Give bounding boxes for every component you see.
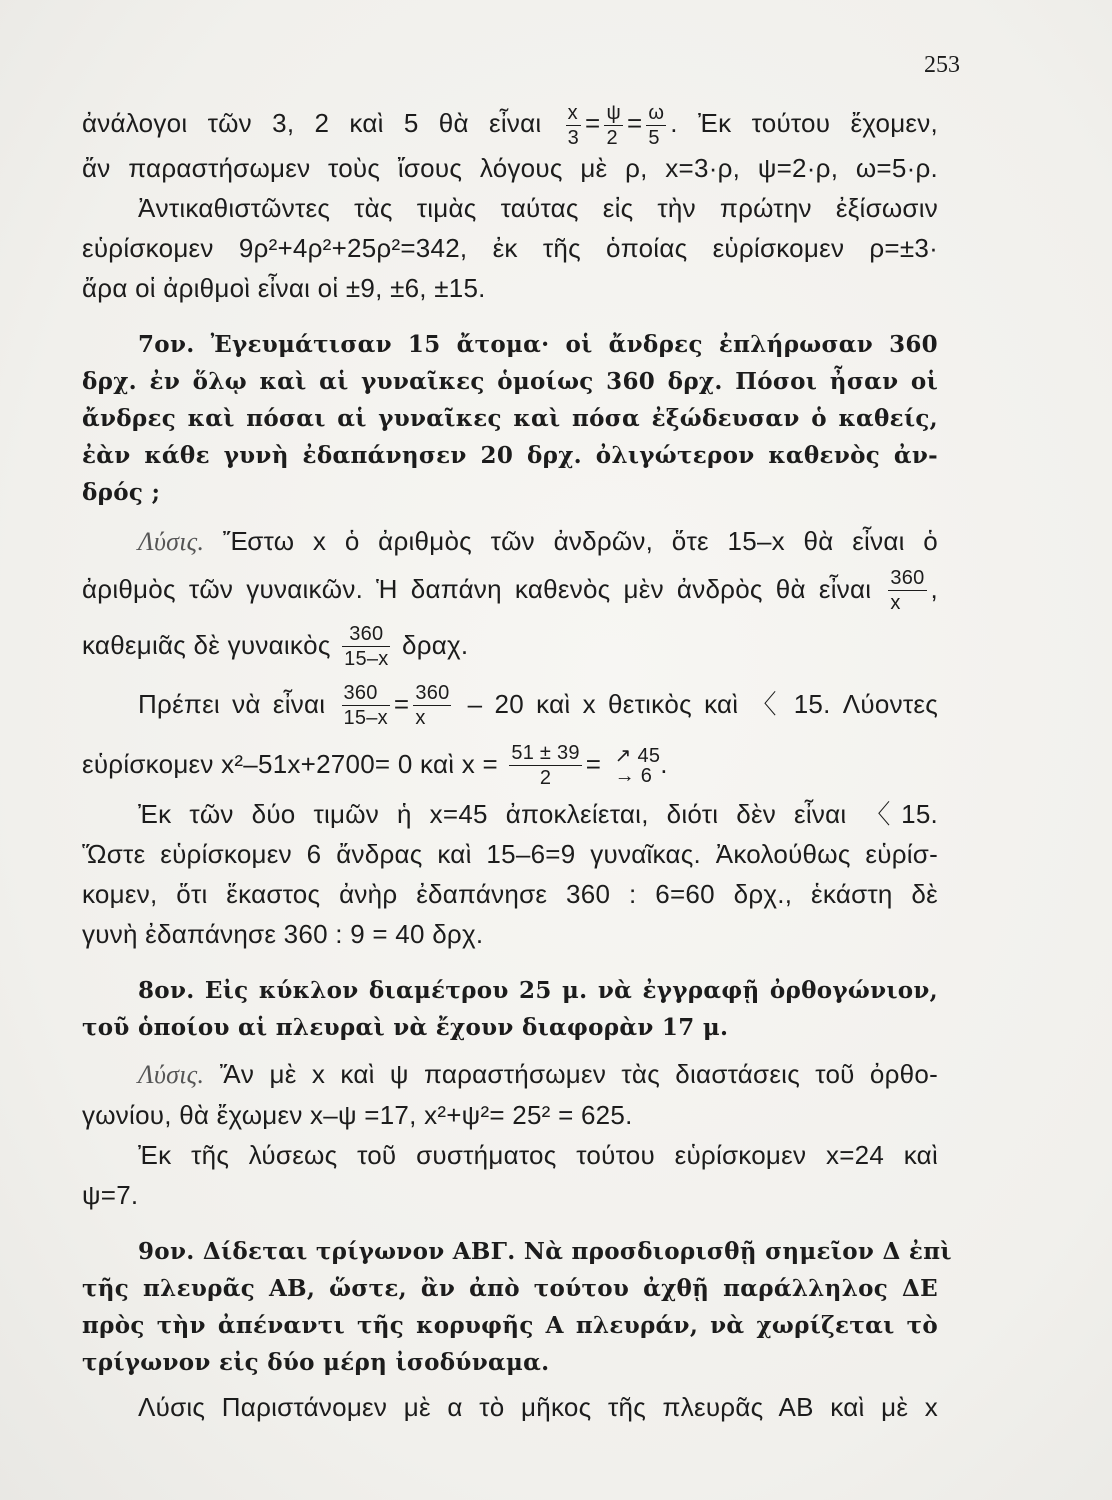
text-span: ἀνάλογοι τῶν 3, 2 καὶ 5 θὰ εἶναι	[82, 108, 542, 138]
solution-line: Ἐκ τῶν δύο τιμῶν ἡ x=45 ἀποκλείεται, διότι δὲν εἶναι 〈15.	[138, 798, 938, 829]
solution-line: γωνίου, θὰ ἔχωμεν x–ψ =17, x²+ψ²= 25² = 625.	[82, 1099, 633, 1130]
problem-text-line: ἐὰν κάθε γυνὴ ἐδαπάνησεν 20 δρχ. ὀλιγώτερον καθενὸς ἀν-	[82, 441, 938, 469]
problem-heading: 7ον. Ἐγευμάτισαν 15 ἄτομα· οἱ ἄνδρες ἐπλήρωσαν 360	[138, 330, 938, 358]
spacer	[82, 511, 938, 521]
fraction-numerator: x	[566, 103, 581, 126]
fraction	[888, 568, 926, 613]
fraction-numerator: 360	[890, 567, 925, 590]
text-line	[82, 100, 938, 148]
text-span: ,	[930, 573, 938, 604]
problem-text-line: τρίγωνον εἰς δύο μέρη ἰσοδύναμα.	[82, 1348, 550, 1376]
text-span: Ἔστω x ὁ ἀριθμὸς τῶν ἀνδρῶν, ὅτε 15–x θὰ εἶναι ὁ	[222, 525, 938, 556]
text-span: ἀριθμὸς τῶν γυναικῶν. Ἡ δαπάνη καθενὸς μὲν ἀνδρὸς θὰ εἶναι	[82, 573, 872, 604]
fraction	[342, 624, 390, 669]
fraction-denominator: x	[890, 592, 901, 615]
spacer	[82, 954, 938, 972]
equals-sign: =	[626, 108, 643, 138]
text-span: εὑρίσκομεν x²–51x+2700= 0 καὶ x =	[82, 748, 498, 779]
equals-sign: =	[585, 748, 602, 779]
problem-text-line: τῆς πλευρᾶς ΑΒ, ὥστε, ἂν ἀπὸ τούτου ἀχθῇ παράλληλος ΔΕ	[82, 1274, 938, 1302]
text-line: ἄν παραστήσωμεν τοὺς ἴσους λόγους μὲ ρ, x=3·ρ, ψ=2·ρ, ω=5·ρ.	[82, 152, 938, 183]
solution-line	[82, 674, 938, 734]
arrow-roots	[615, 746, 661, 786]
text-span: καθεμιᾶς δὲ γυναικὸς	[82, 629, 331, 660]
fraction-denominator: 2	[606, 126, 618, 149]
solution-line: Λύσις Παριστάνομεν μὲ α τὸ μῆκος τῆς πλευρᾶς ΑΒ καὶ μὲ x	[138, 1391, 938, 1422]
solution-line	[82, 734, 938, 794]
text-span: Ἄν μὲ x καὶ ψ παραστήσωμεν τὰς διαστάσεις τοῦ ὀρθο-	[219, 1058, 938, 1089]
problem-text-line: δρός ;	[82, 478, 161, 506]
text-line: ἄρα οἱ ἀριθμοὶ εἶναι οἱ ±9, ±6, ±15.	[82, 272, 486, 303]
problem-text-line: πρὸς τὴν ἀπέναντι τῆς κορυφῆς Α πλευράν, νὰ χωρίζεται τὸ	[82, 1311, 938, 1339]
text-span: .	[660, 748, 668, 779]
solution-line: Ὥστε εὑρίσκομεν 6 ἄνδρας καὶ 15–6=9 γυναῖκας. Ἀκολούθως εὑρίσ-	[82, 838, 938, 869]
page-content	[82, 100, 952, 1427]
fraction-numerator: 360	[342, 624, 390, 647]
spacer	[82, 308, 938, 326]
solution-line	[82, 521, 938, 562]
solution-line	[82, 1054, 938, 1095]
arrow-down-root: → 6	[614, 764, 653, 787]
text-line: Ἀντικαθιστῶντες τὰς τιμὰς ταύτας εἰς τὴν πρώτην ἐξίσωσιν	[138, 192, 938, 223]
text-span: δραχ.	[401, 629, 469, 660]
solution-line: Ἐκ τῆς λύσεως τοῦ συστήματος τούτου εὑρίσκομεν x=24 καὶ	[138, 1139, 938, 1170]
text-span: . Ἐκ τούτου ἔχομεν,	[670, 108, 938, 138]
text-line: εὑρίσκομεν 9ρ²+4ρ²+25ρ²=342, ἐκ τῆς ὁποίας εὑρίσκομεν ρ=±3·	[82, 232, 938, 263]
text-span: Πρέπει νὰ εἶναι	[138, 688, 326, 719]
spacer	[82, 1215, 938, 1233]
fraction-denominator: 15–x	[344, 648, 389, 671]
page-number: 253	[924, 52, 960, 78]
fraction-denominator: 3	[567, 126, 580, 149]
fraction	[646, 103, 666, 148]
equals-sign: =	[393, 688, 410, 719]
problem-text-line: ἄνδρες καὶ πόσαι αἱ γυναῖκες καὶ πόσα ἐξώδευσαν ὁ καθείς,	[82, 404, 938, 432]
fraction	[509, 743, 581, 788]
text-span: – 20 καὶ x θετικὸς καὶ 〈 15. Λύοντες	[467, 688, 938, 719]
solution-line	[82, 616, 938, 674]
fraction-numerator: ω	[648, 101, 665, 124]
spacer	[82, 1046, 938, 1054]
equals-sign: =	[585, 108, 601, 138]
fraction	[342, 683, 390, 728]
fraction-denominator: x	[415, 707, 426, 730]
solution-label: Λύσις.	[138, 1059, 205, 1089]
problem-text-line: τοῦ ὁποίου αἱ πλευραὶ νὰ ἔχουν διαφορὰν 17 μ.	[82, 1013, 729, 1041]
fraction-numerator: 360	[342, 683, 390, 706]
problem-heading: 8ον. Εἰς κύκλον διαμέτρου 25 μ. νὰ ἐγγραφῇ ὀρθογώνιον,	[138, 976, 938, 1004]
solution-label: Λύσις.	[138, 526, 205, 556]
solution-line: ψ=7.	[82, 1179, 139, 1210]
fraction	[604, 103, 623, 148]
fraction-numerator: ψ	[606, 101, 621, 124]
problem-heading: 9ον. Δίδεται τρίγωνον ΑΒΓ. Νὰ προσδιορισθῇ σημεῖον Δ ἐπὶ	[138, 1237, 952, 1265]
fraction-numerator: 360	[415, 682, 450, 705]
fraction-denominator: 5	[648, 126, 660, 149]
fraction	[413, 683, 451, 728]
fraction	[566, 103, 581, 148]
fraction-denominator: 15–x	[343, 707, 388, 730]
fraction-numerator: 51 ± 39	[511, 742, 580, 765]
solution-line	[82, 562, 938, 616]
solution-line: γυνὴ ἐδαπάνησε 360 : 9 = 40 δρχ.	[82, 918, 484, 949]
problem-text-line: δρχ. ἐν ὅλῳ καὶ αἱ γυναῖκες ὁμοίως 360 δρχ. Πόσοι ἦσαν οἱ	[82, 367, 938, 395]
fraction-denominator: 2	[539, 767, 552, 790]
solution-line: κομεν, ὅτι ἕκαστος ἀνὴρ ἐδαπάνησε 360 : 6=60 δρχ., ἑκάστη δὲ	[82, 878, 938, 909]
arrow-up-root: ↗ 45	[614, 744, 661, 767]
